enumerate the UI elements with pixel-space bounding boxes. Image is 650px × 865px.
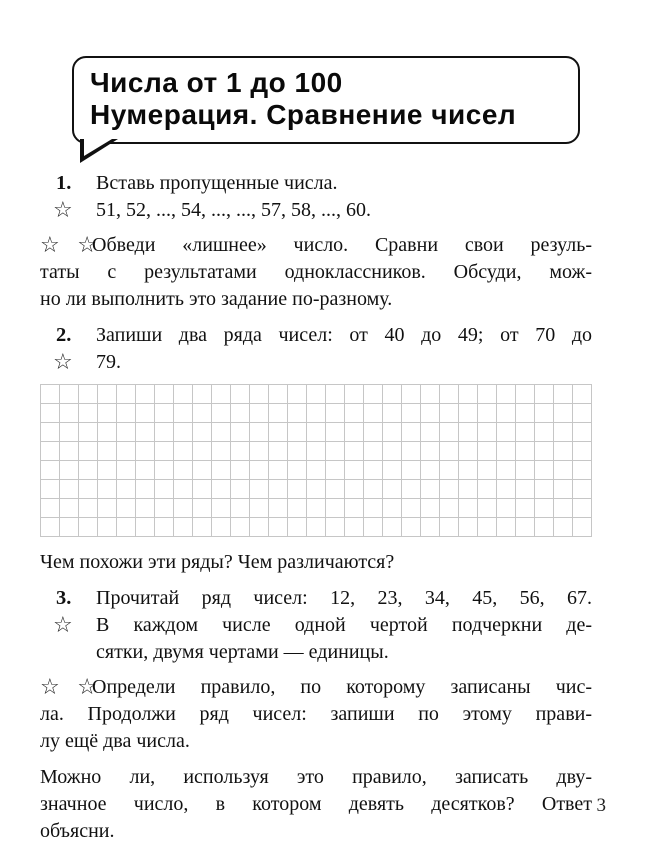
double-star-icon: ☆☆ — [40, 675, 92, 700]
page-number: 3 — [596, 795, 606, 816]
chapter-title: Числа от 1 до 100 — [90, 67, 343, 98]
task-line: ла. Продолжи ряд чисел: запиши по этому прави- — [40, 703, 592, 725]
task-1-text — [96, 170, 592, 224]
task-3-marker — [40, 585, 96, 666]
writing-grid — [40, 384, 592, 537]
task-3-number: 3. — [56, 587, 72, 609]
task-line — [40, 674, 592, 701]
task-3 — [40, 585, 592, 666]
task-1-marker — [40, 170, 96, 224]
task-1 — [40, 170, 592, 224]
task-1-extra — [40, 232, 592, 313]
task-line: но ли выполнить это задание по-разному. — [40, 288, 393, 310]
task-line: таты с результатами одноклассников. Обсуди, мож- — [40, 261, 592, 283]
task-line-text: Определи правило, по которому записаны чис- — [92, 676, 592, 698]
chapter-subtitle: Нумерация. Сравнение чисел — [90, 99, 517, 130]
task-2 — [40, 322, 592, 376]
task-line: значное число, в котором девять десятков? Ответ — [40, 793, 592, 815]
task-3-text — [96, 585, 592, 666]
task-line: объясни. — [40, 820, 115, 842]
chapter-title-box — [72, 56, 580, 144]
star-icon: ☆ — [53, 350, 73, 375]
task-line: лу ещё два числа. — [40, 730, 190, 752]
task-line: сятки, двумя чертами — единицы. — [96, 641, 389, 663]
task-2-text — [96, 322, 592, 376]
task-2-marker — [40, 322, 96, 376]
task-line: Прочитай ряд чисел: 12, 23, 34, 45, 56, 67. — [96, 587, 592, 609]
number-sequence: 51, 52, ..., 54, ..., ..., 57, 58, ..., 60. — [96, 199, 371, 221]
task-1-number: 1. — [56, 172, 72, 194]
task-line-text: Обведи «лишнее» число. Сравни свои резуль- — [92, 234, 592, 256]
task-line: Вставь пропущенные числа. — [96, 172, 338, 194]
double-star-icon: ☆☆ — [40, 233, 92, 258]
task-line: 79. — [96, 351, 121, 373]
star-icon: ☆ — [53, 613, 73, 638]
task-line: Можно ли, используя это правило, записать дву- — [40, 766, 592, 788]
task-line: В каждом числе одной чертой подчеркни де- — [96, 614, 592, 636]
star-icon: ☆ — [53, 198, 73, 223]
task-3-extra — [40, 674, 592, 755]
task-2-number: 2. — [56, 324, 72, 346]
task-line: Запиши два ряда чисел: от 40 до 49; от 70 до — [96, 324, 592, 346]
task-line — [40, 232, 592, 259]
grid-question: Чем похожи эти ряды? Чем различаются? — [40, 551, 395, 573]
final-question — [40, 764, 592, 845]
